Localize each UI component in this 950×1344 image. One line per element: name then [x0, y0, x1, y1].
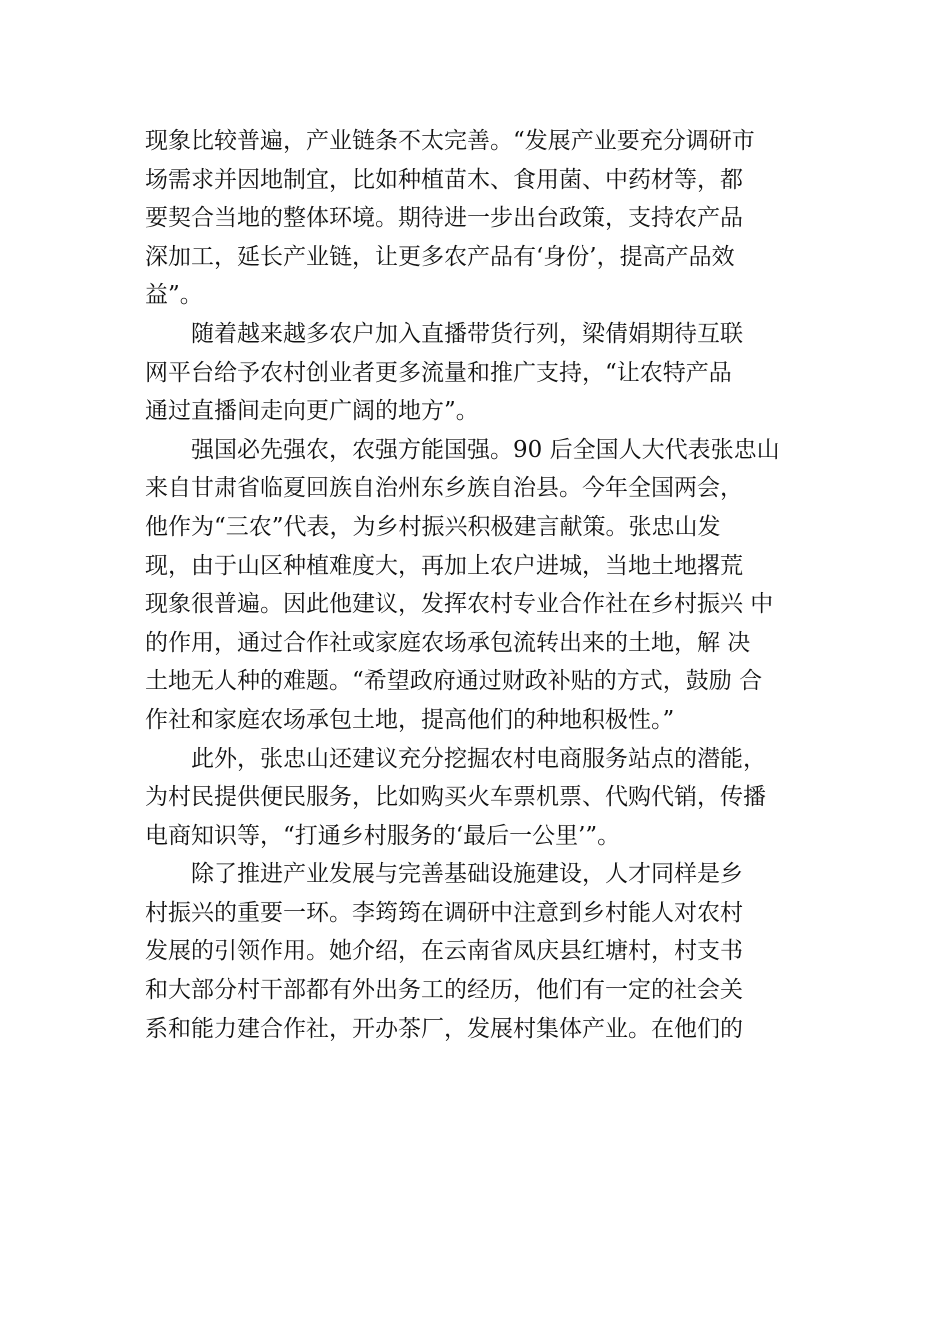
paragraph-2 [145, 315, 845, 431]
text-line: 深加工，延长产业链，让更多农产品有‘身份’，提高产品效 [145, 243, 735, 270]
text-line: 现，由于山区种植难度大，再加上农户进城，当地土地撂荒 [145, 552, 743, 579]
text-line: 网平台给予农村创业者更多流量和推广支持，“让农特产品 [145, 359, 732, 386]
text-line: 为村民提供便民服务，比如购买火车票机票、代购代销，传播 [145, 784, 766, 811]
text-line: 通过直播间走向更广阔的地方”。 [145, 398, 479, 425]
text-line: 土地无人种的难题。“希望政府通过财政补贴的方式，鼓励 合 [145, 668, 763, 695]
text-line: 电商知识等，“打通乡村服务的‘最后一公里’”。 [145, 822, 621, 849]
text-line: 和大部分村干部都有外出务工的经历，他们有一定的社会关 [145, 977, 743, 1004]
text-line: 除了推进产业发展与完善基础设施建设，人才同样是乡 [191, 861, 743, 888]
text-line: 村振兴的重要一环。李筠筠在调研中注意到乡村能人对农村 [145, 899, 743, 926]
text-line: 现象比较普遍，产业链条不太完善。“发展产业要充分调研市 [145, 128, 755, 154]
text-line: 场需求并因地制宜，比如种植苗木、食用菌、中药材等，都 [145, 166, 743, 193]
text-line: 作社和家庭农场承包土地，提高他们的种地积极性。” [145, 706, 675, 733]
paragraph-1 [145, 122, 845, 315]
text-line: 来自甘肃省临夏回族自治州东乡族自治县。今年全国两会， [145, 475, 743, 502]
text-line: 发展的引领作用。她介绍，在云南省凤庆县红塘村，村支书 [145, 938, 743, 965]
text-line: 益”。 [145, 282, 203, 309]
text-line: 他作为“三农”代表，为乡村振兴积极建言献策。张忠山发 [145, 513, 721, 540]
text-line: 要契合当地的整体环境。期待进一步出台政策，支持农产品 [145, 205, 743, 232]
article-body [145, 122, 845, 1048]
text-line: 强国必先强农，农强方能国强。90 后全国人大代表张忠山 [191, 436, 780, 463]
text-line: 的作用，通过合作社或家庭农场承包流转出来的土地，解 决 [145, 629, 751, 656]
paragraph-3 [145, 431, 845, 740]
paragraph-4 [145, 740, 845, 856]
text-line: 现象很普遍。因此他建议，发挥农村专业合作社在乡村振兴 中 [145, 591, 774, 618]
text-line: 此外，张忠山还建议充分挖掘农村电商服务站点的潜能， [191, 745, 766, 772]
paragraph-5 [145, 855, 845, 1048]
text-line: 系和能力建合作社，开办茶厂，发展村集体产业。在他们的 [145, 1015, 743, 1042]
text-line: 随着越来越多农户加入直播带货行列，梁倩娟期待互联 [191, 320, 743, 347]
